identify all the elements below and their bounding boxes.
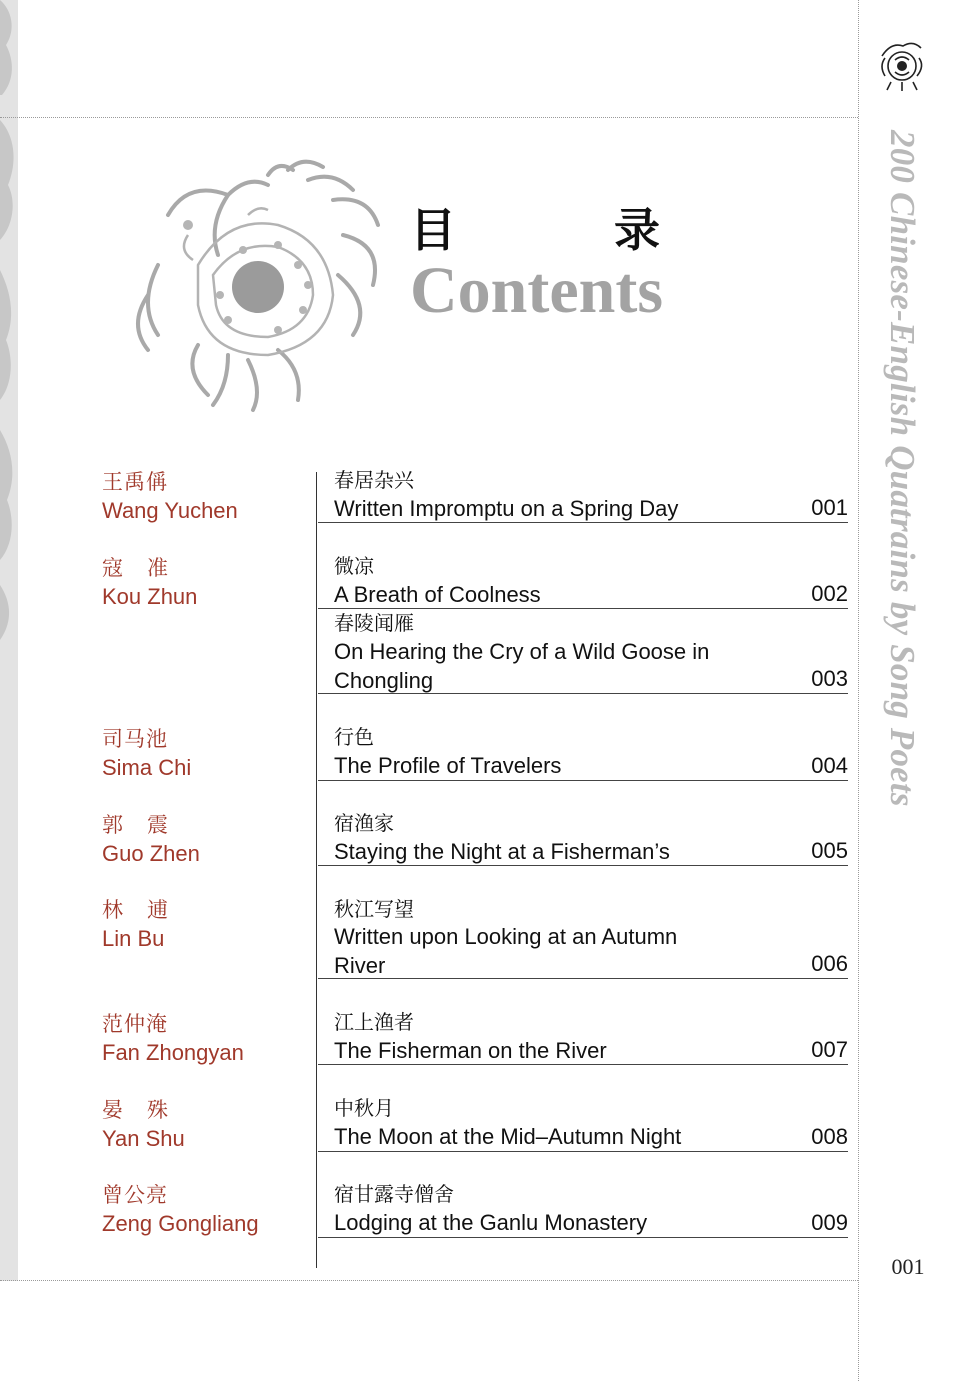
poem-title-en: Written Impromptu on a Spring Day <box>334 496 679 521</box>
toc-entry[interactable] <box>318 1094 848 1152</box>
toc-vertical-divider <box>316 472 317 1268</box>
author-name-en: Fan Zhongyan <box>102 1040 244 1065</box>
author-name-cn: 晏 殊 <box>102 1098 170 1122</box>
poem-title-en: Lodging at the Ganlu Monastery <box>334 1210 648 1235</box>
author-name-en: Guo Zhen <box>102 841 200 866</box>
toc-entry[interactable] <box>318 1008 848 1065</box>
author-name-cn: 司马池 <box>102 727 168 751</box>
author-entry <box>102 1010 302 1067</box>
poem-title-en: On Hearing the Cry of a Wild Goose in Chongling <box>334 639 710 693</box>
author-name-en: Zeng Gongliang <box>102 1211 259 1236</box>
author-name-en: Yan Shu <box>102 1126 185 1151</box>
toc-entry[interactable] <box>318 1180 848 1238</box>
author-name-cn: 曾公亮 <box>102 1183 168 1207</box>
poem-title-en: The Fisherman on the River <box>334 1038 607 1063</box>
author-name-cn: 林 逋 <box>102 898 170 922</box>
poem-title-en: Written upon Looking at an Autumn River <box>334 924 678 978</box>
right-dotted-rule <box>858 0 859 1381</box>
phoenix-illustration-icon <box>128 155 390 417</box>
page-number: 007 <box>811 1037 848 1062</box>
author-name-cn: 郭 震 <box>102 813 170 837</box>
author-entry <box>102 1096 302 1153</box>
page-number: 004 <box>811 753 848 778</box>
page-number-footer: 001 <box>891 1254 925 1279</box>
toc-entry[interactable] <box>318 466 848 523</box>
author-name-cn: 范仲淹 <box>102 1012 168 1036</box>
page-number: 003 <box>811 666 848 691</box>
page-number: 005 <box>811 838 848 863</box>
author-entry <box>102 554 302 611</box>
poem-title-cn: 春陵闻雁 <box>334 611 414 635</box>
author-name-en: Sima Chi <box>102 755 192 780</box>
poem-title-cn: 微凉 <box>334 554 374 578</box>
page-number: 008 <box>811 1124 848 1149</box>
page-number: 006 <box>811 951 848 976</box>
toc-entry[interactable] <box>318 552 848 609</box>
phoenix-emblem-icon <box>873 36 931 94</box>
poem-title-en: The Moon at the Mid–Autumn Night <box>334 1124 682 1149</box>
toc-entry[interactable] <box>318 723 848 781</box>
top-dotted-rule <box>0 117 858 118</box>
poem-title-cn: 江上渔者 <box>334 1010 414 1034</box>
page-number: 001 <box>811 495 848 520</box>
author-entry <box>102 896 302 953</box>
contents-title-english: Contents <box>410 254 664 327</box>
toc-entry[interactable] <box>318 609 848 694</box>
poem-title-cn: 中秋月 <box>334 1096 394 1120</box>
poem-title-en: The Profile of Travelers <box>334 753 562 778</box>
toc-entry[interactable] <box>318 809 848 866</box>
author-name-en: Wang Yuchen <box>102 498 238 523</box>
title-cn-char-1: 目 <box>410 203 456 257</box>
page-number: 002 <box>811 581 848 606</box>
poem-title-cn: 行色 <box>334 725 374 749</box>
page-number: 009 <box>811 1210 848 1235</box>
left-decorative-strip <box>0 0 18 1281</box>
poem-title-cn: 秋江写望 <box>334 897 414 921</box>
author-name-en: Lin Bu <box>102 926 165 951</box>
author-name-cn: 寇 准 <box>102 556 170 580</box>
author-entry <box>102 1181 302 1238</box>
title-cn-char-2: 录 <box>614 203 660 257</box>
book-side-title: 200 Chinese-English Quatrains by Song Poets <box>883 130 922 807</box>
poem-title-cn: 宿甘露寺僧舍 <box>334 1182 454 1206</box>
author-name-en: Kou Zhun <box>102 584 198 609</box>
author-entry <box>102 811 302 868</box>
author-entry <box>102 725 302 782</box>
poem-title-cn: 宿渔家 <box>334 811 394 835</box>
poem-title-en: A Breath of Coolness <box>334 582 541 607</box>
toc-entry[interactable] <box>318 895 848 979</box>
author-name-cn: 王禹偁 <box>102 470 168 494</box>
poem-title-en: Staying the Night at a Fisherman’s <box>334 839 670 864</box>
author-entry <box>102 468 302 525</box>
bottom-dotted-rule <box>0 1280 858 1281</box>
poem-title-cn: 春居杂兴 <box>334 468 414 492</box>
contents-title-chinese <box>410 200 660 260</box>
